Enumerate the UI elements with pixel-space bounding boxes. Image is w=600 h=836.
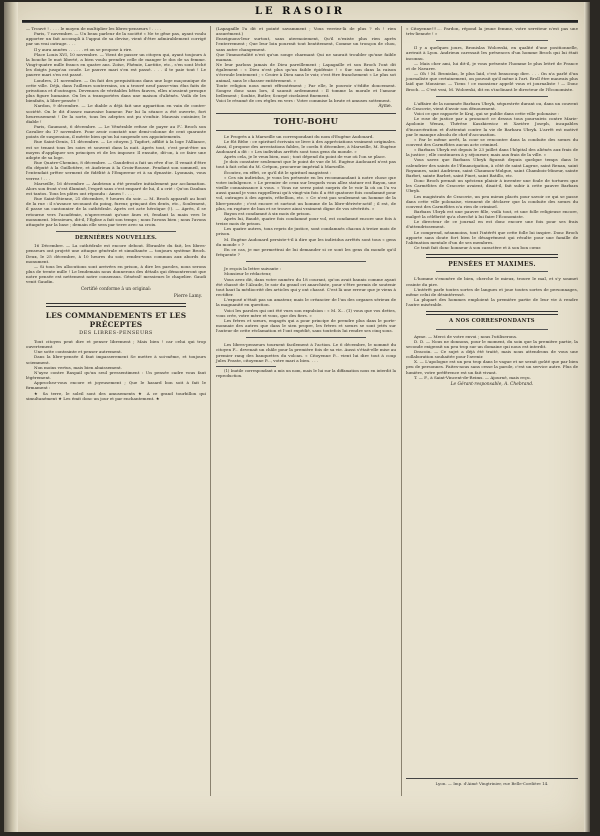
- article-paragraph: Marseille, 16 décembre — Andrieux a été prendre initialement par acclamation. Alors son front s'est illuminé, l'esprit sans c'est emparé de lui, il a crié : Qu'on Dauban est tantos. Tous les pâtes ont répondu : Amen ! . . . .: [26, 180, 206, 196]
- article-paragraph: « Barbara Ubryk est depuis le 23 juillet dans l'hôpital des aliénés aux frais de la justice ; elle continuera à y séjourner, mais aux frais de la ville. »: [406, 147, 578, 158]
- article-paragraph: En ce cas, je me permettrai de lui demander si ce sont les gens du monde qu'il fréquente ?: [216, 246, 396, 258]
- column-2: [216, 26, 396, 379]
- newspaper-page: [4, 2, 590, 832]
- article-paragraph: Voici ce que rapporte le Kraj, qui se publie dans cette ville polonaise :: [414, 111, 560, 117]
- gerant-line: Le Gérant-responsable, A. Chebrand.: [450, 381, 534, 387]
- verse-line: Une sotte contrainte et penser autrement.: [34, 349, 122, 355]
- article-paragraph: — Mais cher ami, lui dit-il, je vous présente l'homme le plus lettré de France et de Navarre.: [406, 60, 578, 71]
- column-1: [26, 26, 206, 401]
- poem-signature: Ayme.: [378, 104, 392, 110]
- article-paragraph: Vous savez que Barbara Ubryk figurait depuis quelque temps dans le calendrier des saints de l'Émancipation, à côté de saint Lagrue, saint Renan, saint Royannes, saint Audrieux, saint Chaumon-Molgue, saint Chambois-Mineur, sainte Barbet, sainte Barbet, saint Pinet, saint Batillo, etc.: [406, 157, 578, 178]
- certification-note: Certifié conforme à un original:: [80, 286, 152, 292]
- verse-line: Non moins vertus, mais bien abaissement.: [34, 364, 123, 370]
- verse-line: Voici le résumé de ces règles en vers : Votre commise la brute et amuses sottement.: [216, 98, 391, 104]
- masthead-rule: [22, 22, 578, 23]
- section-rule: [436, 96, 548, 97]
- correspondent-note: X. — L'apologue est un peu trop dans le vague et ne serait goûté que par bien peu de personnes. Faites-nous sans cesse la parole, c'est un service autre. Plus de lumière, votre préférence est un fait vivant.: [406, 359, 578, 375]
- article-paragraph: Londres, 21 novembre. — On fait des perquisitions dans une loge maçonnique de cette ville. Déjà, dans l'ailleurs souterrains, on a trouvé neuf passe-vins élus faits de privations et d'outrages. Devenues de véritables bêtes fauves, elles n'avaient presque plus figure humaine. On les a transportées dans une maison d'aliénés. Voilà de les bienfaits, à libre-pensée !: [26, 77, 206, 104]
- article-paragraph: Les magistrats de Cracovie, un peu mieux placés pour savoir ce qui se passe dans cette ville polonaise, viennent de déclarer que la conduite des sœurs du couvent des Carmélites n'a rien de criminel.: [406, 193, 578, 209]
- section-rule: [246, 337, 366, 338]
- article-paragraph: M. Eugène Audouard persiste-t-il à dire que les individus arrêtés sont tous « gens du monde » ?: [216, 236, 396, 247]
- commandments-title: LES COMMANDEMENTS ET LES PRÉCEPTES: [45, 310, 187, 329]
- column-3: [406, 26, 578, 389]
- section-rule: [246, 261, 366, 262]
- footnote: (1) Inutile correspondant a mis un nom, mais le lui sur la diffamation nous en interdit la reproduction.: [216, 367, 396, 378]
- news-heading: DERNIÈRES NOUVELLES.: [74, 235, 158, 242]
- column-divider: [210, 26, 211, 796]
- verse-line: Toute religion nous ment effrontément ; Par elle, le pouvoir s'édifie doucement. Songez donc sans lors, il saurait ardemment : Il tomme la morale et l'amour bellement ; Soubie, Butler, Scurpé ciselaient finement.: [216, 82, 396, 99]
- section-rule: [436, 271, 548, 272]
- pensees-title: PENSÉES ET MAXIMES.: [448, 261, 536, 269]
- article-paragraph: Barbara Ubryk est une pauvre fille, voilà tout, et une folle religieuse encore, malgré la célébrité qu'a cherché à lui faire l'Économiste.: [406, 209, 578, 220]
- article-paragraph: Place Louis XVI, 10 novembre. — Vient de passer un citoyen qui, ayant toujours à la bouche le mot liberté, a bien voulu prendre celle de manger le dos de sa femme. Vingt-quatre mille francs en quatre ans. Zoïse, Phémie, Laetitie, etc., s'en sont léché les doigts jusqu'au coude. Le pauvre mari s'en est passé. . . . il te paie tout ! Le pauvre mari s'en est passé.: [26, 51, 206, 78]
- section-rule: [56, 231, 176, 232]
- section-rule: [436, 329, 548, 330]
- article-paragraph: Rue Saint-Étienne, 21 décembre, 9 heures du soir. — M. Broch apparaît au bout de la rue : il s'avance secouant du poing, fureur, grinçant des dents, etc., Soulement, il passe un cantonnier de la cathédrale. Après cet acte héroïque (!). — Après, il se retourne vers l'académie, n'apercevant qu'une ânes et, fendant la main vers le monument. Messieurs, dit-il, l'Église a fait son temps ; nous l'avons bien ; nous l'avons attaquée par la base ; demain elle sera par terre avec sa croix.: [26, 196, 206, 227]
- signature: Pierre Lamy.: [173, 293, 202, 299]
- article-paragraph: Paris, 7 novembre. — Un beau parleur de la société « Ne te gêne pas, ayant voulu apporter un fait accompli à l'appui de sa devise, vient d'être admirablement corrigé par un vrai outrage. . . .: [26, 31, 206, 47]
- article-paragraph: Donc Broch prenait un spécieux plaisir à inventer une foule de tortures que les Carmélites de Cracovie avaient, disait-il, fait subir à cette pauvre Barbara Ubryk.: [406, 178, 578, 194]
- tohu-bohu-title: TOHU-BOHU: [273, 116, 339, 127]
- article-paragraph: Après lui, Baudé, quatre fois condamné pour vol, est condamné encore une fois à treize mois de prison.: [216, 216, 396, 227]
- masthead: [22, 6, 578, 22]
- article-paragraph: Écoutez, en effet, ce qu'il dit le spirituel magistrat :: [224, 169, 332, 175]
- article-paragraph: Les libres-penseurs tournent facilement à l'action. Le 6 décembre, le nommé du citoyen F... devenait un châle pour la première fois de sa vie. Aussi s'était-elle mise au premier rang des banquettes du volcan. « Citoyenne P... vient lui dire tout à coup Jules Fraste, citoyenne P..., votre mari a bien. . . .: [216, 342, 396, 363]
- article-paragraph: Monsieur le rédacteur,: [224, 271, 272, 277]
- article-paragraph: Voici les paroles qui ont été vues son expulsion : « M. X... (1) vous que vos dettes, vous crée, votre mère et vous, que des fiers. »: [216, 307, 396, 318]
- newspaper-title: LE RASOIR: [254, 6, 346, 17]
- article-paragraph: — Trouvé ! . . . . le moyen de multiplier les libres-penseurs ! . . . .: [26, 26, 162, 31]
- article-paragraph: Le Progrès a à Marseille un correspondant du nom d'Eugène Audouard.: [224, 133, 374, 139]
- article-paragraph: L'exposé n'était pas un amateur, mais le créancier de l'un des organes sérieux de la magnanité en question.: [216, 297, 396, 308]
- correspondent-note: Dracoin. — Ce sujet a déjà été traité, mais nous attendrons de vous une collaboration souhaitée pour l'avenir.: [406, 348, 578, 360]
- verse-line: Que l'immortalité n'est qu'un songe charmant Qui ne saurait troubler qu'une faible maman.: [216, 51, 396, 62]
- correspondent-note: Ayme. — Merci de votre envoi ; nous l'utiliserons.: [414, 333, 518, 339]
- column-divider: [401, 26, 402, 796]
- article-paragraph: Après cela, je le veux bien, moi ; tout dépend du point de vue où l'on se place.: [224, 154, 387, 160]
- article-paragraph: Le fût Bèbe : ce spirituel écrivain se livre à des appréciations vraiment originales. Ainsi, il propose des arrestations fables, le cordu 8 décembre, à Marseille, M. Eugène Audouard a dit : « Les individus arrêtés sont tous gens du monde. »: [216, 138, 396, 154]
- section-rule: [426, 311, 558, 315]
- article-paragraph: Rue Saint-Denis, 11 décembre. — Le citoyen J. Tapfort, affilié à la loge l'Alliance, est se tenant tous les soirs et souvent dans la nuit. Après tout, c'est peut-être un moyen d'appliquer ses principes et de les imposer. Il ensuite, dit-on, à ce faire une adopte de sa loge.: [26, 139, 206, 160]
- maxim: La plupart des hommes emploient la première partie de leur vie à rendre l'autre misérable.: [406, 297, 578, 308]
- article-paragraph: Paris, Gaumont, 6 décembre. — Le Vénérable refuse de payer au F∴ Broch son Cavalier du 17 novembre. Pour avoir constaté une demi-colonne de cent quarante points de suspension, il mérite bien qu'on lui suspende ses appointements.: [26, 123, 206, 140]
- verse-line: Dans la libre-pensée il faut impasserement Se mettre à soi-même, et toujours sciemment.: [26, 354, 206, 365]
- maxim: L'homme s'exonère de bien, cherche le mieux, trouve le mal, et s'y soumet crainte du pire.: [406, 276, 578, 287]
- footnote-rule: [216, 366, 276, 367]
- verse-line: Approchez-vous encore et joyeusement ; Que le hasard bon soit à fait le firmament :: [26, 380, 206, 391]
- maxim: L'intérêt parle toutes sortes de langues et joue toutes sortes de personnages, même celui de désintéressé.: [406, 286, 578, 297]
- article-paragraph: — Oh ! M. Bronislas, le plus laid, c'est beaucoup dire. . . . On n'a parlé d'un journaliste que certainement, on pouvait qu'il mène à l'art. Broll être mauvais plus laid que Monsieur. — Tiens ! ce monsieur appelé vous et journaliste ! — Donc Broch. — C'est vrai, M. Wolowski, dit en s'inclinant le directeur de l'Économiste.: [406, 71, 578, 92]
- verse-line: Tout citoyen peut dire et penser librement ; Mais bien ! car celui qui trop ouvertement: [26, 338, 206, 350]
- news-paragraph: 16 Décembre. — La cathédrale est encore debout. Ébranlée du fait, les libres-penseurs ont projeté une attaque générale et simultanée — toujours système Broch. Deux, le 25 décembre, à 10 heures du soir, rendez-vous commun aux abords du monument.: [26, 243, 206, 264]
- commandments-subtitle: DES LIBRES-PENSEURS: [79, 329, 153, 336]
- article-paragraph: Vous avez dit, dans votre numéro du 18 courant, qu'on avait bannis comme ayant été chassé de l'Alcade, le soir du grand cri anarchiste, pour s'être permis de soutenir tout haut la médiocrité des articles qui y ont chassé. C'est là une erreur que je viens à rectifier.: [216, 276, 396, 298]
- binding-spine: [4, 2, 18, 832]
- article-paragraph: Il y a quelques jours, Bronislas Wolowski, en qualité d'une positionnelle, arrivait à Lyon. Andrieux caressait les présences d'un homme Broch qui lui était inconnu.: [406, 45, 578, 61]
- article-paragraph: Le rose de justice par a prononcé ce dessus tous poursuivis contre Marie-Apolonie Wenza, Thérèse Kaszkiewicz et Xavière Joseph, incapables d'incarcération et d'attentat contre la vie de Barbara Ubryk. L'arrêt est motivé par le manque absolu de chef d'accusation.: [406, 116, 578, 137]
- news-paragraph: — Si tous les allocutions sont arrivées en prison, à dire les paroles, nous serons plus de trente mille ! Le lendemain nous donnerons des détails qui démontreront que notre pensée est nettement notre consensus. Général! messieurs le chapelier. Gaudi venit Gaudin.: [26, 263, 206, 285]
- correspondents-title: A NOS CORRESPONDANTS: [449, 318, 535, 325]
- article-paragraph: « Par le même arrêt, la cour se rencontre dans la conduite des sœurs du couvent des Carmélites aucun acte criminel.: [406, 136, 578, 147]
- verse-line: (Lapagaille l'a dit et pointé savamment ; Vous verriez-là de plus ? eh ! rien assurément.): [216, 26, 396, 37]
- article-paragraph: « Citoyenne!!!.... Pardon, répond la jeune femme, votre serviteur n'est pas une très-liennée ! »: [406, 26, 578, 37]
- article-paragraph: Il y aura années . . . . . . et on se propose à rire.: [34, 46, 133, 52]
- article-paragraph: Le comprend, néanmoins, tout l'intérêt que cette folle lui inspire. Donc Broch apporte sans doute fort bien le désagrément qui résulte pour une famille de l'aliénation mentale d'un de ses membres.: [406, 229, 578, 245]
- verse-line: Ne leur parlons jamais de Dieu pareillement ; Lapagaille et son Broch l'ont dit également : « Dieu n'est plus qu'un faible épidémie ! » Sur son dans la raison s'écroule lentement ; « Croire à Dieu sans le voir, c'est être franchement « Le plus sot animal, sans le chasser entièrement. »: [216, 62, 396, 83]
- article-paragraph: Je dois constater seulement que le point de vue de M. Eugène Audouard n'est pas tout à fait celui du M. Crépon, procureur impérial à Marseille.: [216, 159, 396, 170]
- correspondent-note: T. — F., à Saint-Vincent-de-Reims. — Ajourné, mais reçu.: [414, 374, 531, 380]
- verse-line: Enseignons-leur surtout, sans atermoiement, Qu'il n'existe plus rien après l'enterrement ; Que leur loin pourrait tout beatitement, Comme un tronçon de chou, sans autre changement.: [216, 36, 396, 52]
- verse-line: ★ Sa terre, le soleil sont des amusements ★ A ce grand tourbillon qui simultanément ★ Les émit donc un jour et par enchantement. ★: [26, 390, 206, 401]
- page-edge: [584, 2, 590, 832]
- article-paragraph: Bayon est condamné à six mois de prison.: [224, 210, 311, 216]
- article-paragraph: Je reçois la lettre suivante :: [224, 266, 282, 272]
- article-paragraph: L'affaire de la nommée Barbara Ubryk, séquestrée durant ou, dans un couvent de Cracovie, vient d'avoir son dénouement.: [406, 100, 578, 111]
- printer-imprint: Lyon. — Imp. d'Aimé Vingtrinier, rue Belle-Cordière 14.: [406, 778, 578, 786]
- verse-line: N'ayez contre Raspail qu'un seul pressentiment : Un pensée cadre vous faut légèrement.: [26, 369, 206, 381]
- section-rule: [216, 113, 396, 114]
- article-paragraph: Rue Quatre-Chemins, 8 décembre. — Gaudefroi a fait un rêve d'or. Il venait d'être élu député à la Guillotière, et Audrieux à la Croix-Rousse. Pendant son sommeil, on l'entendait prêter serment de fidélité à l'Empereur et à sa dynastie. Lyonnais, vous verrez ! . . .: [26, 160, 206, 181]
- article-paragraph: Ce trait fait donc honneur à son caractère et à son bon cœur.: [414, 245, 542, 251]
- article-paragraph: Nardon, 9 décembre. — Le diable a déjà fait une apparition en vain de contre-société. On le dit d'assez mauvaise humeur. Par lui la séance a été ouverte, fort heureusement ! De la sorte, tous les adeptes ont pu s'enfuir. Mauvais cuisinier, le diable !: [26, 103, 206, 124]
- article-paragraph: « Ces six individus, je vous les présente en les recommandant à notre chose que votre indulgence. « Le premier de ceux sur lesquels vous allez statuer est Bayon, une vieille connaissance à vous. « Vous ne serez point surpris de le voir là où on l'a vu aussi quand je vous rappellerai qu'à vingt-six fois il a été quatorze fois condamné pour vol, outrages à des agents, rébellion, etc. « Ce n'est pas seulement un homme de la libre-pensée ; c'est encore et surtout un homme de la libre-dérivée-actif ; il est, de plus, en rupture de ban et se trouve ainsi vraiment digne de vos sévérités. »: [216, 174, 396, 211]
- article-paragraph: Les quatre autres, tous repris de justice, sont condamnés chacun à treize mois de prison.: [216, 226, 396, 237]
- section-rule: [46, 303, 186, 307]
- section-rule: [436, 40, 548, 41]
- section-rule: [216, 130, 396, 131]
- article-paragraph: Les frères et sœurs, engagés qui a pour principe de prendre plus dans le porte-monnaie des autres que dans le sien propre, les frères et sœurs se sont jetés sur l'auteur de cette réclamation et l'ont expédié, sans toutefois lui rendre ses cinq sous.: [216, 317, 396, 334]
- section-rule: [426, 254, 558, 258]
- article-paragraph: Le directeur de ce journal en est donc encore une fois pour ses frais d'attendrissement.: [406, 219, 578, 230]
- correspondent-note: D. D. — Nous ne donnons, pour le moment, du soin que la première partie, la seconde exigerait un peu trop sur un domaine qui nous est interdit.: [406, 338, 578, 349]
